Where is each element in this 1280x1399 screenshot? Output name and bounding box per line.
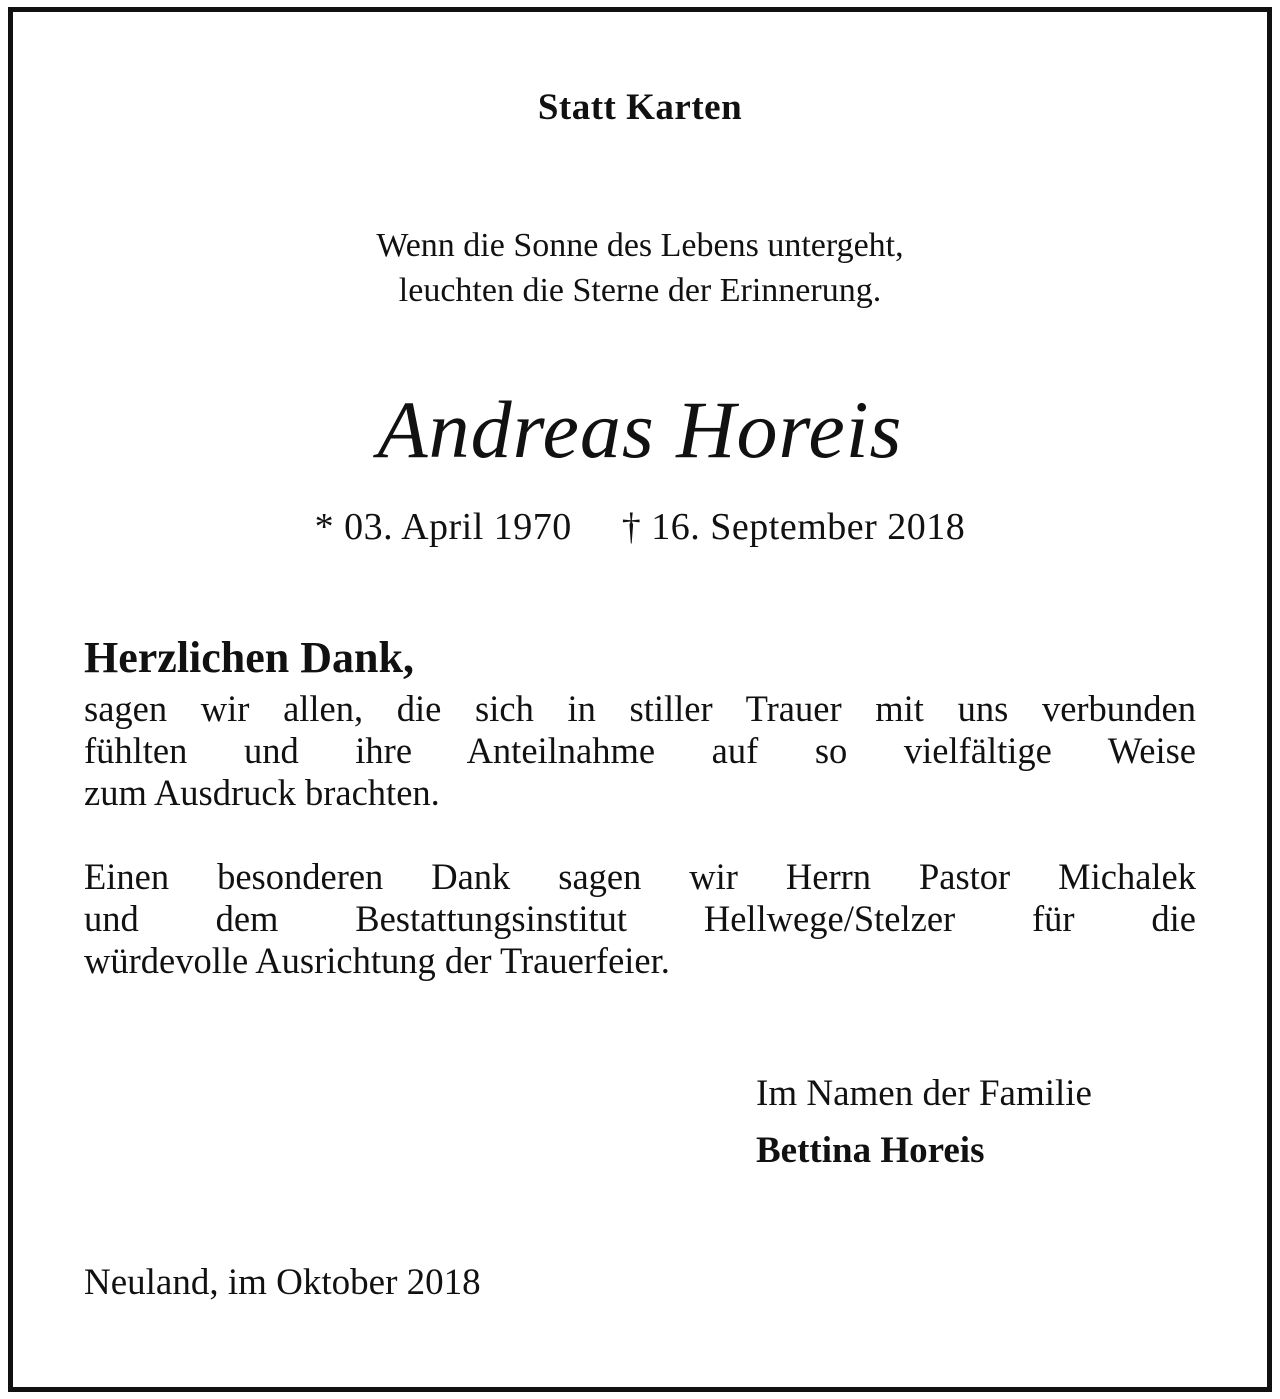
motto-line: Wenn die Sonne des Lebens untergeht, — [376, 227, 904, 264]
life-dates — [0, 504, 1280, 550]
paragraph-line: zum Ausdruck brachten. — [84, 772, 440, 813]
thanks-title: Herzlichen Dank, — [84, 633, 414, 682]
paragraph-line: würdevolle Ausrichtung der Trauerfeier. — [84, 940, 670, 981]
thanks-paragraph — [84, 688, 1196, 814]
signature-intro: Im Namen der Familie — [756, 1073, 1092, 1114]
death-date: † 16. September 2018 — [621, 506, 966, 548]
birth-date: * 03. April 1970 — [314, 506, 572, 548]
paragraph-line: und dem Bestattungsinstitut Hellwege/Stelzer für die — [84, 898, 1196, 939]
special-thanks-paragraph — [84, 856, 1196, 982]
motto-line: leuchten die Sterne der Erinnerung. — [398, 272, 882, 309]
place-date: Neuland, im Oktober 2018 — [84, 1262, 481, 1303]
paragraph-line: fühlten und ihre Anteilnahme auf so vielfältige Weise — [84, 730, 1196, 771]
notice-heading: Statt Karten — [537, 87, 743, 128]
signature-name: Bettina Horeis — [756, 1130, 985, 1171]
motto — [0, 223, 1280, 313]
paragraph-line: Einen besonderen Dank sagen wir Herrn Pastor Michalek — [84, 856, 1196, 897]
deceased-name: Andreas Horeis — [377, 384, 903, 475]
paragraph-line: sagen wir allen, die sich in stiller Trauer mit uns verbunden — [84, 688, 1196, 729]
